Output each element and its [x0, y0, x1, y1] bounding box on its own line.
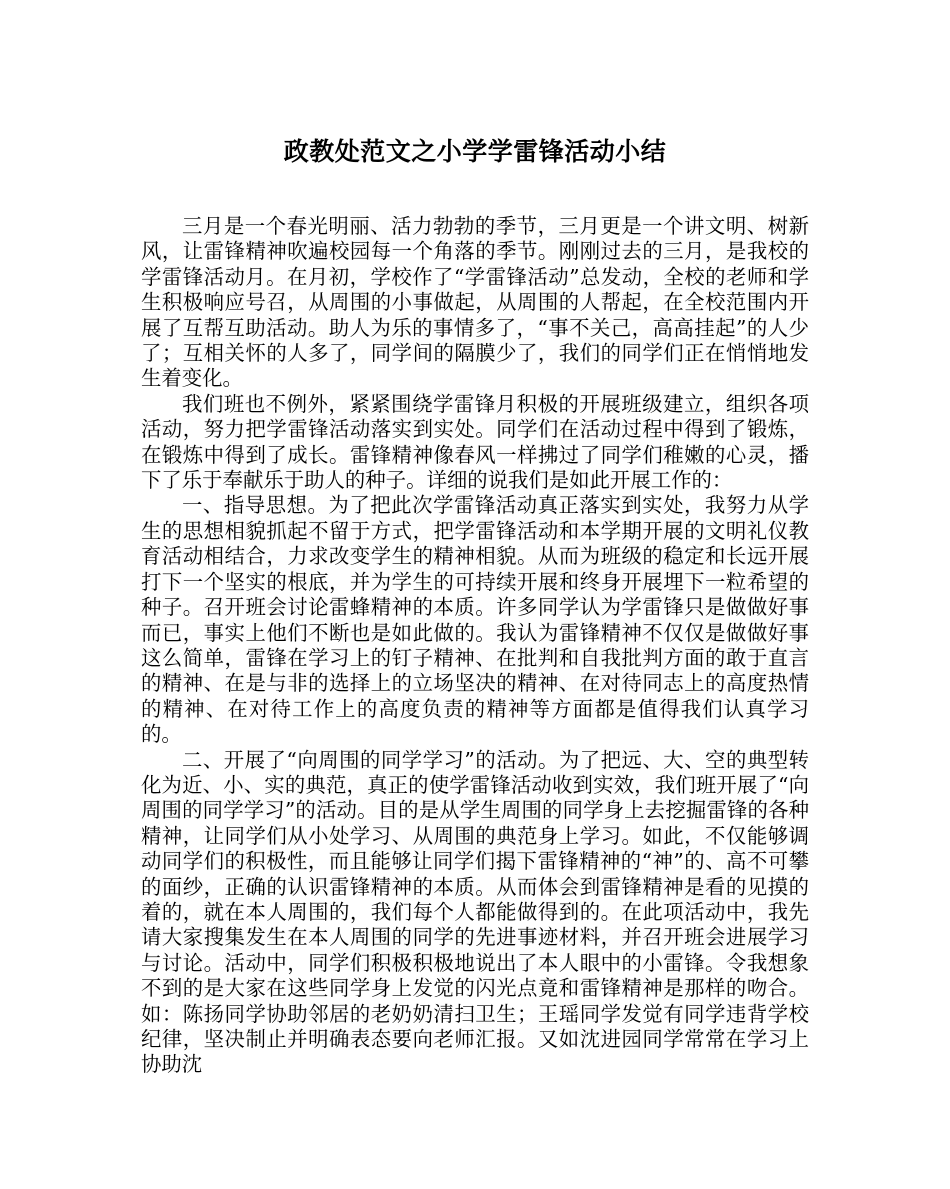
document-title: 政教处范文之小学学雷锋活动小结: [283, 137, 667, 166]
paragraph-class-activities: 我们班也不例外，紧紧围绕学雷锋月积极的开展班级建立，组织各项活动，努力把学雷锋活动落实到实处。同学们在活动过程中得到了锻炼，在锻炼中得到了成长。雷锋精神像春风一样拂过了同学们稚嫩的心灵，播下了乐于奉献乐于助人的种子。详细的说我们是如此开展工作的：: [141, 391, 809, 493]
paragraph-intro: 三月是一个春光明丽、活力勃勃的季节，三月更是一个讲文明、树新风，让雷锋精神吹遍校园每一个角落的季节。刚刚过去的三月，是我校的学雷锋活动月。在月初，学校作了“学雷锋活动”总发动，全校的老师和学生积极响应号召，从周围的小事做起，从周围的人帮起，在全校范围内开展了互帮互助活动。助人为乐的事情多了，“事不关己，高高挂起”的人少了；互相关怀的人多了，同学间的隔膜少了，我们的同学们正在悄悄地发生着变化。: [141, 214, 809, 391]
paragraph-learn-from-classmates: 二、开展了“向周围的同学学习”的活动。为了把远、大、空的典型转化为近、小、实的典范，真正的使学雷锋活动收到实效，我们班开展了“向周围的同学学习”的活动。目的是从学生周围的同学身上去挖掘雷锋的各种精神，让同学们从小处学习、从周围的典范身上学习。如此，不仅能够调动同学们的积极性，而且能够让同学们揭下雷锋精神的“神”的、高不可攀的面纱，正确的认识雷锋精神的本质。从而体会到雷锋精神是看的见摸的着的，就在本人周围的，我们每个人都能做得到的。在此项活动中，我先请大家搜集发生在本人周围的同学的先进事迹材料，并召开班会进展学习与讨论。活动中，同学们积极积极地说出了本人眼中的小雷锋。令我想象不到的是大家在这些同学身上发觉的闪光点竟和雷锋精神是那样的吻合。如：陈扬同学协助邻居的老奶奶清扫卫生；王瑶同学发觉有同学违背学校纪律，坚决制止并明确表态要向老师汇报。又如沈进园同学常常在学习上协助沈: [141, 747, 809, 1077]
paragraph-guiding-ideology: 一、指导思想。为了把此次学雷锋活动真正落实到实处，我努力从学生的思想相貌抓起不留于方式，把学雷锋活动和本学期开展的文明礼仪教育活动相结合，力求改变学生的精神相貌。从而为班级的稳定和长远开展打下一个坚实的根底，并为学生的可持续开展和终身开展埋下一粒希望的种子。召开班会讨论雷蜂精神的本质。许多同学认为学雷锋只是做做好事而已，事实上他们不断也是如此做的。我认为雷锋精神不仅仅是做做好事这么简单，雷锋在学习上的钉子精神、在批判和自我批判方面的敢于直言的精神、在是与非的选择上的立场坚决的精神、在对待同志上的高度热情的精神、在对待工作上的高度负责的精神等方面都是值得我们认真学习的。: [141, 493, 809, 747]
document-body: [141, 128, 809, 1078]
